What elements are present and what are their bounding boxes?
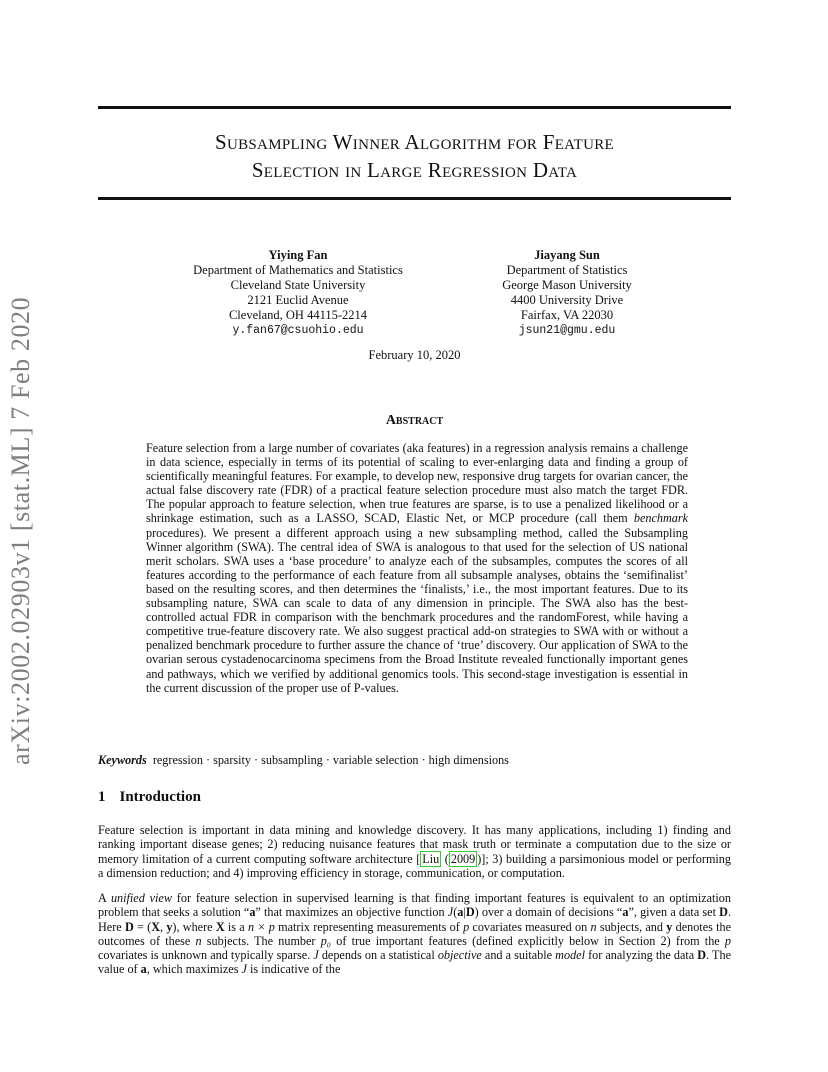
author-block-1	[180, 248, 416, 338]
keywords-line	[98, 753, 731, 768]
author-block-2	[497, 248, 637, 338]
title-rule-bottom	[98, 197, 731, 200]
title-line-1: Subsampling Winner Algorithm for Feature	[215, 130, 614, 154]
author-city: Fairfax, VA 22030	[520, 308, 614, 322]
author-department: Department of Statistics	[506, 263, 628, 277]
title-line-2: Selection in Large Regression Data	[251, 158, 578, 182]
author-email[interactable]: jsun21@gmu.edu	[518, 324, 616, 337]
citation-link[interactable]: Liu	[422, 851, 440, 866]
intro-paragraph-2: A unified view for feature selection in supervised learning is that finding important features is equivalent to an optimization problem that seeks a solution “a” that maximizes an objective function J(a|D) over a domain of decisions “a”, given a data set D. Here D = (X, y), where X is a n × p matrix representing measurements of p covariates measured on n subjects, and y denotes the outcomes of these n subjects. The number p₀ of true important features (defined explicitly below in Section 2) from the p covariates is unknown and typically sparse. J depends on a statistical objective and a suitable model for analyzing the data D. The value of a, which maximizes J is indicative of the	[98, 891, 731, 977]
paper-title	[98, 128, 731, 184]
keywords-text: regression · sparsity · subsampling · variable selection · high dimensions	[152, 753, 509, 767]
author-city: Cleveland, OH 44115-2214	[228, 308, 368, 322]
author-university: Cleveland State University	[230, 278, 366, 292]
author-name: Yiying Fan	[268, 248, 328, 262]
author-university: George Mason University	[502, 278, 632, 292]
author-street: 4400 University Drive	[510, 293, 624, 307]
intro-paragraph-1: Feature selection is important in data mining and knowledge discovery. It has many applications, including 1) finding and ranking important disease genes; 2) reducing nuisance features that mask truth or terminate a computation due to the size or memory limitation of a current computing software architecture [ Liu ( 2009 )]; 3) building a parsimonious model or performing a dimension reduction; and 4) improving efficiency in storage, communication, or computation.	[98, 823, 731, 880]
section-heading-introduction	[98, 789, 201, 806]
citation-year-link[interactable]: 2009	[450, 851, 476, 866]
author-street: 2121 Euclid Avenue	[247, 293, 349, 307]
arxiv-identifier-stamp: arXiv:2002.02903v1 [stat.ML] 7 Feb 2020	[6, 296, 35, 765]
author-name: Jiayang Sun	[534, 248, 600, 262]
section-number: 1	[98, 789, 106, 805]
author-department: Department of Mathematics and Statistics	[193, 263, 403, 277]
author-email[interactable]: y.fan67@csuohio.edu	[232, 324, 364, 337]
section-title: Introduction	[119, 789, 201, 805]
paper-date: February 10, 2020	[368, 348, 461, 362]
abstract-heading: Abstract	[385, 413, 444, 428]
title-rule-top	[98, 106, 731, 109]
keywords-label: Keywords	[98, 753, 147, 767]
abstract-text: Feature selection from a large number of covariates (aka features) in a regression analysis remains a challenge in data science, especially in terms of its potential of scaling to ever-enlarging data and finding a group of scientifically meaningful features. For example, to develop new, responsive drug targets for ovarian cancer, the actual false discovery rate (FDR) of a practical feature selection procedure must also match the target FDR. The popular approach to feature selection, when true features are sparse, is to use a penalized likelihood or a shrinkage estimation, such as a LASSO, SCAD, Elastic Net, or MCP procedure (call them benchmark procedures). We present a different approach using a new subsampling method, called the Subsampling Winner algorithm (SWA). The central idea of SWA is analogous to that used for the selection of US national merit scholars. SWA uses a ‘base procedure’ to analyze each of the subsamples, computes the scores of all features according to the performance of each feature from all subsample analyses, obtains the ‘semifinalist’ based on the resulting scores, and then determines the ‘finalists,’ i.e., the most important features. Due to its subsampling nature, SWA can scale to data of any dimension in principle. The SWA also has the best-controlled actual FDR in comparison with the benchmark procedures and the randomForest, while having a competitive true-feature discovery rate. We also suggest practical add-on strategies to SWA with or without a penalized benchmark procedure to further assure the chance of ‘true’ discovery. Our application of SWA to the ovarian serous cystadenocarcinoma specimens from the Broad Institute revealed functionally important genes and pathways, which we verified by additional genomics tools. This second-stage investigation is essential in the current discussion of the proper use of P-values.	[146, 441, 688, 695]
